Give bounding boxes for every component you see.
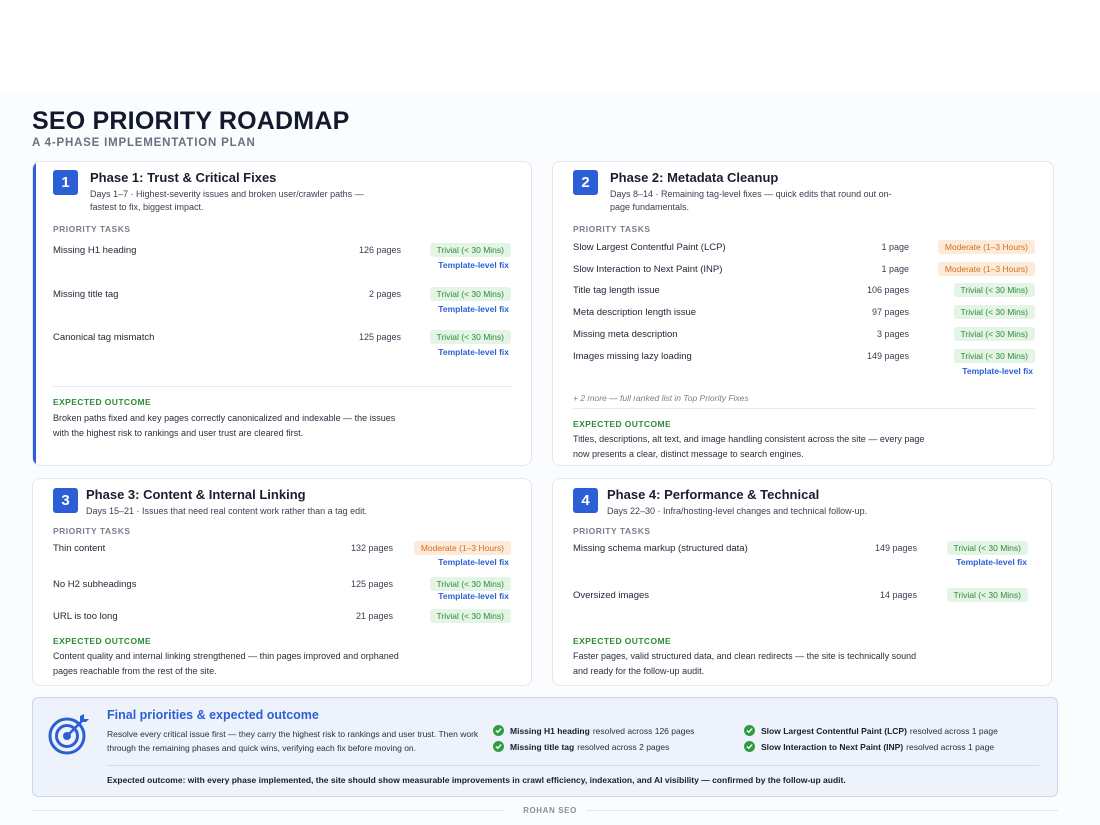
effort-badge: Trivial (< 30 Mins): [430, 609, 511, 623]
task-name: Oversized images: [573, 590, 650, 601]
task-name: Missing meta description: [573, 329, 678, 340]
priority-tasks-label: PRIORITY TASKS: [573, 526, 651, 536]
task-row: [53, 330, 513, 357]
task-name: Canonical tag mismatch: [53, 332, 155, 343]
target-icon: [47, 712, 91, 756]
task-pages: 149 pages: [866, 351, 909, 361]
task-name: No H2 subheadings: [53, 579, 137, 590]
phase-summary: Remaining tag-level fixes — quick edits that round out on-page fundamentals.: [610, 189, 892, 212]
task-row: [53, 541, 513, 567]
task-row: [573, 349, 1035, 376]
final-text: Resolve every critical issue first — they carry the highest risk to rankings and user trust. Then work through the remaining phases and quick wins, verifying each fix before moving on.: [107, 729, 479, 753]
task-pages: 2 pages: [368, 289, 401, 299]
task-name: URL is too long: [53, 611, 118, 622]
template-fix-label: Template-level fix: [438, 347, 509, 357]
effort-badge: Moderate (1–3 Hours): [938, 262, 1035, 276]
divider: [53, 386, 513, 387]
check-item-name: Missing title tag: [510, 741, 575, 752]
check-item-name: Slow Interaction to Next Paint (INP): [761, 741, 904, 752]
effort-badge: Trivial (< 30 Mins): [954, 283, 1035, 297]
divider: [573, 408, 1035, 409]
effort-badge: Moderate (1–3 Hours): [414, 541, 511, 555]
effort-badge: Trivial (< 30 Mins): [947, 541, 1028, 555]
phase-description: Days 22–30 · Infra/hosting-level changes and technical follow-up.: [607, 506, 868, 516]
task-pages: 126 pages: [358, 245, 401, 255]
task-pages: 21 pages: [355, 611, 393, 621]
final-expected-outcome: Expected outcome: with every phase implemented, the site should show measurable improvements in crawl efficiency, indexation, and AI visibility — confirmed by the follow-up audit.: [107, 775, 846, 785]
effort-badge: Trivial (< 30 Mins): [947, 588, 1028, 602]
check-circle-icon: [744, 741, 755, 752]
phase-number-badge: 4: [573, 488, 598, 513]
final-title: Final priorities & expected outcome: [107, 708, 319, 722]
task-row: [573, 240, 1035, 256]
divider: [107, 765, 1039, 766]
check-item-detail: resolved across 126 pages: [592, 725, 695, 736]
task-row: [53, 287, 513, 314]
template-fix-label: Template-level fix: [438, 591, 509, 601]
effort-badge: Trivial (< 30 Mins): [430, 287, 511, 301]
check-item: [493, 725, 694, 736]
phase-title: Phase 2: Metadata Cleanup: [610, 170, 779, 185]
check-item: [744, 725, 998, 736]
phase-description: Days 8–14 · Remaining tag-level fixes — quick edits that round out on-page fundamentals.: [610, 189, 892, 212]
task-row: [53, 577, 513, 601]
task-name: Meta description length issue: [573, 307, 697, 318]
task-row: [53, 243, 513, 270]
phase-days: Days 1–7: [90, 189, 129, 199]
phase-days: Days 8–14: [610, 189, 654, 199]
effort-badge: Trivial (< 30 Mins): [954, 349, 1035, 363]
check-item-detail: resolved across 1 page: [906, 741, 995, 752]
expected-outcome-text: Faster pages, valid structured data, and clean redirects — the site is technically sound and ready for the follow-up audit.: [573, 651, 917, 676]
effort-badge: Trivial (< 30 Mins): [430, 577, 511, 591]
effort-badge: Trivial (< 30 Mins): [430, 330, 511, 344]
effort-badge: Trivial (< 30 Mins): [954, 305, 1035, 319]
check-circle-icon: [744, 725, 755, 736]
phase-card-1: [32, 161, 532, 466]
check-item: [493, 741, 669, 752]
check-item-detail: resolved across 2 pages: [577, 741, 670, 752]
task-pages: 3 pages: [876, 329, 909, 339]
phase-card-4: [552, 478, 1052, 686]
priority-tasks-label: PRIORITY TASKS: [53, 526, 131, 536]
effort-badge: Trivial (< 30 Mins): [954, 327, 1035, 341]
phase-summary: Infra/hosting-level changes and technical follow-up.: [663, 506, 868, 516]
task-pages: 125 pages: [350, 579, 393, 589]
page-subtitle: A 4-PHASE IMPLEMENTATION PLAN: [32, 137, 256, 149]
expected-outcome-label: EXPECTED OUTCOME: [573, 636, 672, 646]
phase-description: Days 1–7 · Highest-severity issues and broken user/crawler paths — fastest to fix, biggest impact.: [90, 189, 364, 212]
expected-outcome-text: Broken paths fixed and key pages correctly canonicalized and indexable — the issues with the highest risk to rankings and user trust are cleared first.: [53, 413, 396, 438]
task-name: Slow Interaction to Next Paint (INP): [573, 264, 723, 275]
task-pages: 106 pages: [866, 285, 909, 295]
task-pages: 14 pages: [879, 590, 917, 600]
phase-title: Phase 4: Performance & Technical: [607, 487, 820, 502]
priority-tasks-label: PRIORITY TASKS: [53, 224, 131, 234]
task-row: [573, 588, 1033, 604]
phase-summary: Highest-severity issues and broken user/crawler paths — fastest to fix, biggest impact.: [90, 189, 364, 212]
template-fix-label: Template-level fix: [438, 304, 509, 314]
task-name: Images missing lazy loading: [573, 351, 692, 362]
task-name: Slow Largest Contentful Paint (LCP): [573, 242, 726, 253]
check-item: [744, 741, 994, 752]
task-name: Missing schema markup (structured data): [573, 543, 748, 554]
expected-outcome-label: EXPECTED OUTCOME: [573, 419, 672, 429]
task-name: Thin content: [53, 543, 106, 554]
page-title: SEO PRIORITY ROADMAP: [32, 107, 350, 135]
task-name: Missing title tag: [53, 289, 119, 300]
final-priorities-panel: [32, 697, 1058, 797]
phase-days: Days 15–21: [86, 506, 135, 516]
phase-number-badge: 1: [53, 170, 78, 195]
phase-summary: Issues that need real content work rather than a tag edit.: [142, 506, 368, 516]
task-row: [573, 541, 1033, 567]
task-row: [573, 262, 1035, 278]
task-pages: 149 pages: [874, 543, 917, 553]
task-name: Title tag length issue: [573, 285, 660, 296]
phase-number-badge: 3: [53, 488, 78, 513]
expected-outcome-label: EXPECTED OUTCOME: [53, 636, 152, 646]
phase-card-3: [32, 478, 532, 686]
check-circle-icon: [493, 725, 504, 736]
priority-tasks-label: PRIORITY TASKS: [573, 224, 651, 234]
task-row: [573, 327, 1035, 343]
check-item-detail: resolved across 1 page: [909, 725, 998, 736]
template-fix-label: Template-level fix: [438, 557, 509, 567]
check-circle-icon: [493, 741, 504, 752]
footer-brand: ROHAN SEO: [523, 806, 577, 815]
task-pages: 1 page: [881, 242, 909, 252]
phase-description: Days 15–21 · Issues that need real content work rather than a tag edit.: [86, 506, 368, 516]
phase-title: Phase 3: Content & Internal Linking: [86, 487, 306, 502]
template-fix-label: Template-level fix: [438, 260, 509, 270]
task-pages: 132 pages: [350, 543, 393, 553]
check-item-name: Missing H1 heading: [510, 725, 590, 736]
expected-outcome-text: Titles, descriptions, alt text, and image handling consistent across the site — every page now presents a clear, distinct message to search engines.: [573, 434, 925, 459]
task-pages: 125 pages: [358, 332, 401, 342]
phase-days: Days 22–30: [607, 506, 656, 516]
more-tasks-note: + 2 more — full ranked list in Top Priority Fixes: [573, 393, 749, 403]
task-name: Missing H1 heading: [53, 245, 137, 256]
task-row: [53, 609, 513, 625]
phase-card-2: [552, 161, 1054, 466]
phase-title: Phase 1: Trust & Critical Fixes: [90, 170, 277, 185]
task-row: [573, 305, 1035, 321]
phase-accent-bar: [33, 162, 36, 465]
template-fix-label: Template-level fix: [962, 366, 1033, 376]
template-fix-label: Template-level fix: [956, 557, 1027, 567]
task-row: [573, 283, 1035, 299]
expected-outcome-label: EXPECTED OUTCOME: [53, 397, 152, 407]
task-pages: 97 pages: [871, 307, 909, 317]
phase-number-badge: 2: [573, 170, 598, 195]
task-pages: 1 page: [881, 264, 909, 274]
effort-badge: Trivial (< 30 Mins): [430, 243, 511, 257]
check-item-name: Slow Largest Contentful Paint (LCP): [761, 725, 907, 736]
expected-outcome-text: Content quality and internal linking strengthened — thin pages improved and orphaned pages reachable from the rest of the site.: [53, 651, 399, 676]
effort-badge: Moderate (1–3 Hours): [938, 240, 1035, 254]
